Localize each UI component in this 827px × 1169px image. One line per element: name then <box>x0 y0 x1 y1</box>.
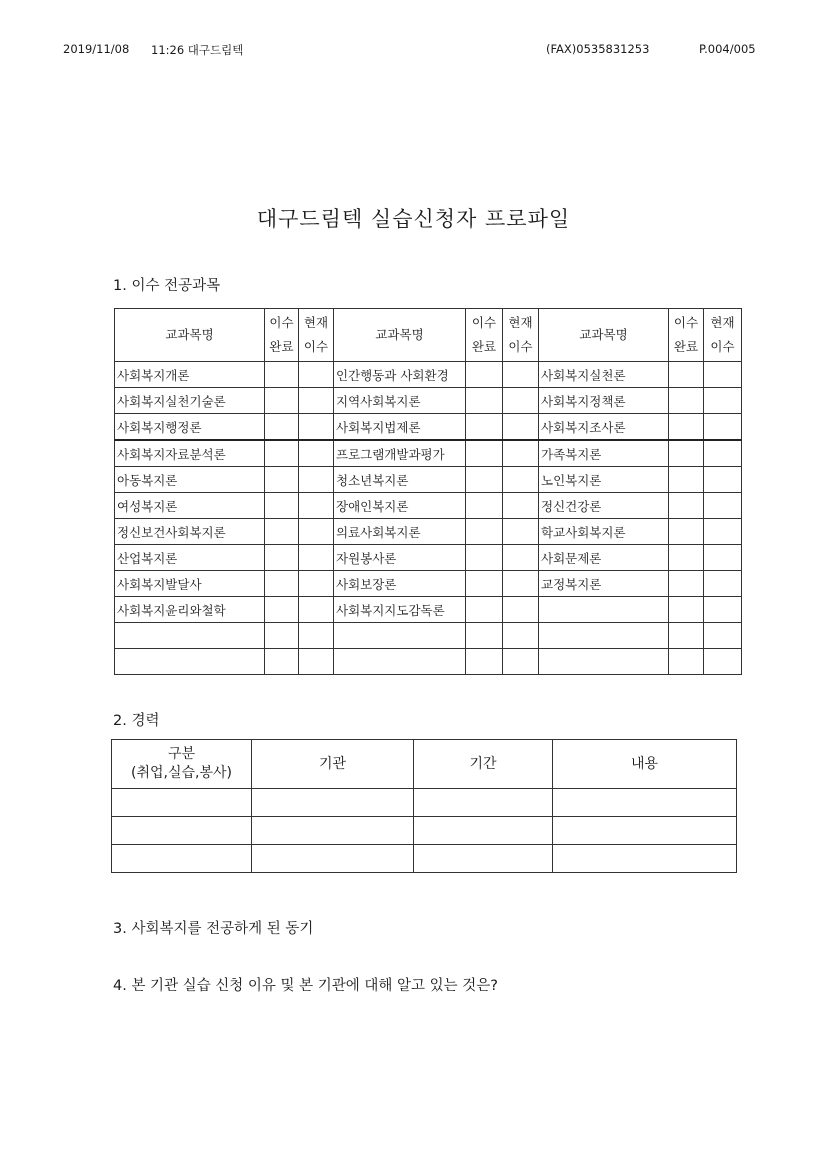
course-current-cell[interactable] <box>299 467 334 493</box>
course-name-cell <box>334 649 466 675</box>
course-name-cell: 사회보장론 <box>334 571 466 597</box>
course-completed-cell[interactable] <box>466 623 503 649</box>
course-current-cell[interactable] <box>704 388 742 414</box>
course-current-cell[interactable] <box>299 493 334 519</box>
course-current-cell[interactable] <box>299 440 334 467</box>
fax-time-sender: 11:26 대구드림텍 <box>151 43 244 57</box>
course-name-cell: 가족복지론 <box>539 440 669 467</box>
course-completed-cell[interactable] <box>265 493 299 519</box>
course-completed-cell[interactable] <box>265 597 299 623</box>
course-name-cell <box>115 623 265 649</box>
section-courses-heading: 1. 이수 전공과목 <box>113 278 221 294</box>
course-name-cell: 사회복지자료분석론 <box>115 440 265 467</box>
course-completed-cell[interactable] <box>669 597 704 623</box>
header-course-name: 교과목명 <box>115 309 265 362</box>
career-header-row <box>112 740 737 789</box>
course-completed-cell[interactable] <box>466 649 503 675</box>
career-category-cell[interactable] <box>112 789 252 817</box>
course-name-cell: 사회복지조사론 <box>539 414 669 441</box>
course-completed-cell[interactable] <box>466 493 503 519</box>
course-row <box>115 414 742 441</box>
course-row <box>115 571 742 597</box>
course-completed-cell[interactable] <box>466 440 503 467</box>
header-completed: 이수 완료 <box>669 309 704 362</box>
header-course-name: 교과목명 <box>539 309 669 362</box>
career-content-cell[interactable] <box>553 817 737 845</box>
course-completed-cell[interactable] <box>466 414 503 441</box>
fax-page-number: P.004/005 <box>699 42 756 56</box>
course-name-cell <box>539 623 669 649</box>
fax-header <box>0 42 827 58</box>
course-current-cell[interactable] <box>704 649 742 675</box>
header-institution: 기관 <box>252 740 414 789</box>
career-table <box>111 739 737 873</box>
course-current-cell[interactable] <box>503 440 539 467</box>
section-career-heading: 2. 경력 <box>113 713 160 729</box>
course-completed-cell[interactable] <box>265 519 299 545</box>
course-completed-cell[interactable] <box>669 388 704 414</box>
course-completed-cell[interactable] <box>466 467 503 493</box>
course-current-cell[interactable] <box>704 545 742 571</box>
course-row <box>115 519 742 545</box>
course-row <box>115 467 742 493</box>
course-row <box>115 623 742 649</box>
course-completed-cell[interactable] <box>669 440 704 467</box>
course-name-cell: 지역사회복지론 <box>334 388 466 414</box>
course-name-cell: 사회복지정책론 <box>539 388 669 414</box>
career-period-cell[interactable] <box>414 789 553 817</box>
course-name-cell: 자원봉사론 <box>334 545 466 571</box>
fax-number: (FAX)0535831253 <box>546 42 650 56</box>
course-completed-cell[interactable] <box>265 545 299 571</box>
course-completed-cell[interactable] <box>466 388 503 414</box>
course-name-cell: 사회복지발달사 <box>115 571 265 597</box>
course-row <box>115 362 742 388</box>
course-current-cell[interactable] <box>503 467 539 493</box>
header-period: 기간 <box>414 740 553 789</box>
career-row <box>112 789 737 817</box>
course-name-cell: 산업복지론 <box>115 545 265 571</box>
course-current-cell[interactable] <box>299 597 334 623</box>
course-row <box>115 649 742 675</box>
course-current-cell[interactable] <box>704 414 742 441</box>
career-row <box>112 817 737 845</box>
course-name-cell: 의료사회복지론 <box>334 519 466 545</box>
course-completed-cell[interactable] <box>669 649 704 675</box>
course-current-cell[interactable] <box>503 362 539 388</box>
header-course-name: 교과목명 <box>334 309 466 362</box>
course-name-cell <box>334 623 466 649</box>
career-period-cell[interactable] <box>414 817 553 845</box>
course-completed-cell[interactable] <box>265 388 299 414</box>
course-current-cell[interactable] <box>704 362 742 388</box>
course-row <box>115 440 742 467</box>
course-completed-cell[interactable] <box>669 362 704 388</box>
courses-header-row <box>115 309 742 362</box>
course-name-cell: 장애인복지론 <box>334 493 466 519</box>
course-current-cell[interactable] <box>299 414 334 441</box>
course-name-cell: 사회복지지도감독론 <box>334 597 466 623</box>
career-institution-cell[interactable] <box>252 845 414 873</box>
course-name-cell: 프로그램개발과평가 <box>334 440 466 467</box>
course-current-cell[interactable] <box>503 649 539 675</box>
courses-table <box>114 308 742 675</box>
course-row <box>115 545 742 571</box>
course-name-cell: 정신건강론 <box>539 493 669 519</box>
course-name-cell: 사회복지행정론 <box>115 414 265 441</box>
career-content-cell[interactable] <box>553 845 737 873</box>
course-current-cell[interactable] <box>704 597 742 623</box>
course-current-cell[interactable] <box>299 362 334 388</box>
course-completed-cell[interactable] <box>669 623 704 649</box>
course-current-cell[interactable] <box>503 623 539 649</box>
career-period-cell[interactable] <box>414 845 553 873</box>
course-current-cell[interactable] <box>503 571 539 597</box>
fax-date: 2019/11/08 <box>63 42 130 56</box>
course-completed-cell[interactable] <box>265 649 299 675</box>
course-completed-cell[interactable] <box>669 519 704 545</box>
course-name-cell: 사회복지실천기술론 <box>115 388 265 414</box>
course-row <box>115 493 742 519</box>
header-current: 현재 이수 <box>299 309 334 362</box>
course-completed-cell[interactable] <box>466 362 503 388</box>
course-completed-cell[interactable] <box>265 440 299 467</box>
course-completed-cell[interactable] <box>466 519 503 545</box>
course-current-cell[interactable] <box>503 493 539 519</box>
course-name-cell: 사회복지윤리와철학 <box>115 597 265 623</box>
course-name-cell: 인간행동과 사회환경 <box>334 362 466 388</box>
course-completed-cell[interactable] <box>669 414 704 441</box>
course-name-cell: 여성복지론 <box>115 493 265 519</box>
course-row <box>115 388 742 414</box>
header-current: 현재 이수 <box>704 309 742 362</box>
header-content: 내용 <box>553 740 737 789</box>
course-completed-cell[interactable] <box>265 467 299 493</box>
course-current-cell[interactable] <box>299 519 334 545</box>
header-completed: 이수 완료 <box>466 309 503 362</box>
career-institution-cell[interactable] <box>252 789 414 817</box>
course-completed-cell[interactable] <box>265 571 299 597</box>
career-category-cell[interactable] <box>112 817 252 845</box>
header-current: 현재 이수 <box>503 309 539 362</box>
header-completed: 이수 완료 <box>265 309 299 362</box>
course-current-cell[interactable] <box>299 623 334 649</box>
course-name-cell: 사회복지개론 <box>115 362 265 388</box>
course-name-cell: 사회복지실천론 <box>539 362 669 388</box>
course-current-cell[interactable] <box>299 545 334 571</box>
course-current-cell[interactable] <box>503 519 539 545</box>
career-content-cell[interactable] <box>553 789 737 817</box>
career-row <box>112 845 737 873</box>
course-current-cell[interactable] <box>704 519 742 545</box>
career-category-cell[interactable] <box>112 845 252 873</box>
section-motivation-heading: 3. 사회복지를 전공하게 된 동기 <box>113 921 314 937</box>
header-category: 구분 (취업,실습,봉사) <box>112 740 252 789</box>
course-completed-cell[interactable] <box>669 545 704 571</box>
course-current-cell[interactable] <box>704 571 742 597</box>
course-name-cell <box>539 597 669 623</box>
course-current-cell[interactable] <box>704 623 742 649</box>
course-current-cell[interactable] <box>503 597 539 623</box>
course-name-cell: 아동복지론 <box>115 467 265 493</box>
course-current-cell[interactable] <box>299 649 334 675</box>
course-current-cell[interactable] <box>704 493 742 519</box>
course-name-cell: 청소년복지론 <box>334 467 466 493</box>
course-current-cell[interactable] <box>299 571 334 597</box>
course-completed-cell[interactable] <box>265 414 299 441</box>
course-current-cell[interactable] <box>704 440 742 467</box>
course-name-cell <box>539 649 669 675</box>
document-title: 대구드림텍 실습신청자 프로파일 <box>256 207 571 231</box>
course-current-cell[interactable] <box>503 545 539 571</box>
course-name-cell: 사회복지법제론 <box>334 414 466 441</box>
course-name-cell: 노인복지론 <box>539 467 669 493</box>
course-completed-cell[interactable] <box>265 362 299 388</box>
course-current-cell[interactable] <box>299 388 334 414</box>
course-name-cell <box>115 649 265 675</box>
section-reason-heading: 4. 본 기관 실습 신청 이유 및 본 기관에 대해 알고 있는 것은? <box>113 978 498 994</box>
course-completed-cell[interactable] <box>466 597 503 623</box>
course-name-cell: 교정복지론 <box>539 571 669 597</box>
course-current-cell[interactable] <box>704 467 742 493</box>
course-completed-cell[interactable] <box>466 571 503 597</box>
course-completed-cell[interactable] <box>669 571 704 597</box>
course-completed-cell[interactable] <box>669 493 704 519</box>
course-completed-cell[interactable] <box>669 467 704 493</box>
course-name-cell: 학교사회복지론 <box>539 519 669 545</box>
course-completed-cell[interactable] <box>265 623 299 649</box>
career-institution-cell[interactable] <box>252 817 414 845</box>
course-current-cell[interactable] <box>503 414 539 441</box>
course-row <box>115 597 742 623</box>
course-name-cell: 사회문제론 <box>539 545 669 571</box>
course-completed-cell[interactable] <box>466 545 503 571</box>
course-current-cell[interactable] <box>503 388 539 414</box>
course-name-cell: 정신보건사회복지론 <box>115 519 265 545</box>
